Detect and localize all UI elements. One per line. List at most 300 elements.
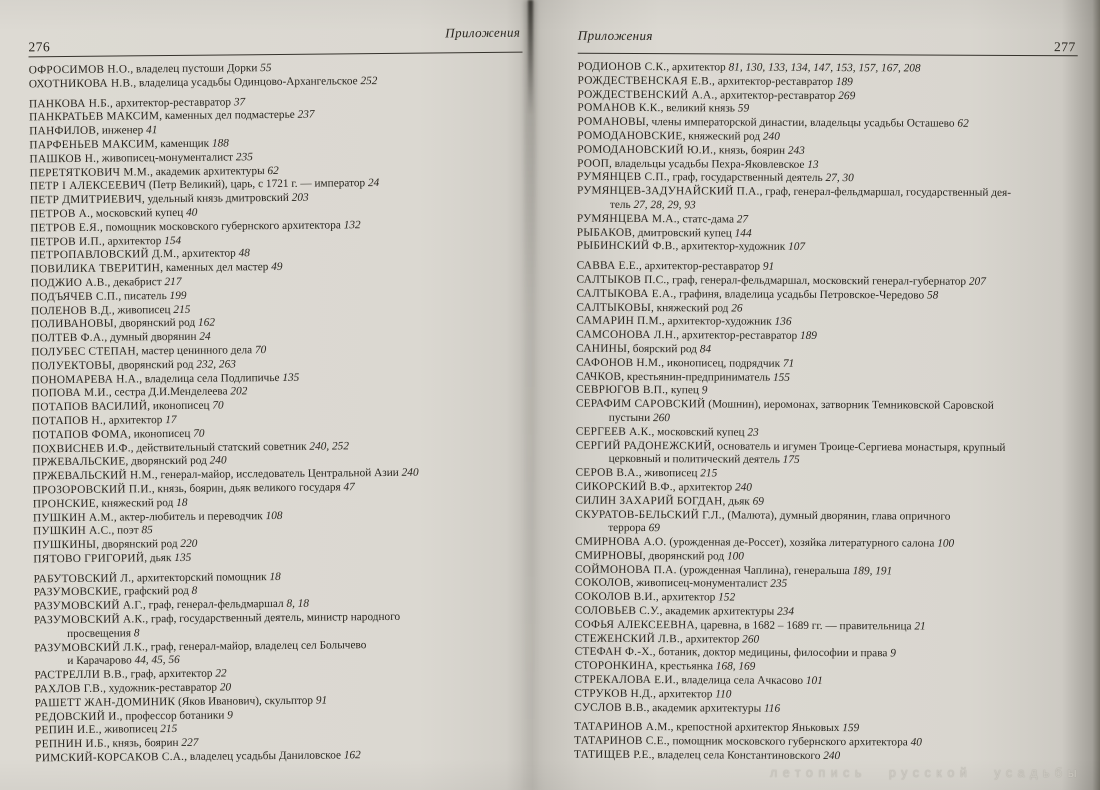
entry-page-refs: 107	[788, 241, 806, 254]
entry-description: , каменных дел мастер	[160, 261, 272, 275]
entry-name: САЛТЫКОВА Е.А.	[576, 287, 674, 300]
entry-description: , княжеский род	[682, 130, 763, 143]
entry-description: , архитектор	[655, 591, 719, 604]
entry-page-refs: 260	[742, 633, 760, 646]
entry-page-refs: 62	[267, 164, 279, 177]
entry-name: ПОТАПОВ ВАСИЛИЙ	[31, 400, 148, 414]
entry-description: (Мошнин), иеромонах, затворник Темниковской Саровской	[705, 398, 994, 412]
entry-name: СТЕФАН Ф.-Х.	[574, 646, 653, 659]
entry-page-refs: 48	[238, 247, 250, 260]
entry-description: , купец	[665, 384, 702, 397]
entry-name: ПОТАПОВ ФОМА	[32, 428, 129, 442]
entry-description: , дворянский род	[113, 317, 199, 330]
entry-page-refs: 215	[700, 467, 718, 480]
entry-description: , граф, генерал-фельдмаршал, государственный дея-	[759, 185, 1012, 200]
entry-page-refs: 26	[731, 302, 743, 315]
entry-name: РОМАНОВЫ	[577, 115, 646, 129]
entry-page-refs: 62	[957, 117, 969, 130]
entry-name: СИЛИН ЗАХАРИЙ БОГДАН	[575, 494, 723, 508]
entry-name: РЫБИНСКИЙ Ф.В.	[576, 240, 676, 253]
entry-continuation: церковный и политический деятель	[608, 453, 783, 467]
entry-description: , декабрист	[107, 276, 165, 289]
entry-name: РАЗУМОВСКИЕ	[33, 586, 119, 599]
entry-description: , иконописец	[147, 399, 213, 413]
entry-name: САВВА Е.Е.	[576, 259, 640, 273]
entry-description: , академик архитектуры	[150, 164, 268, 178]
entry-page-refs: 40	[910, 736, 922, 749]
entry-page-refs: 202	[230, 385, 248, 398]
entry-description: , живописец	[638, 467, 701, 480]
entry-description: , архитектор	[176, 247, 239, 261]
entry-description: , владельцы усадьбы Пехра-Яковлевское	[609, 157, 808, 171]
entry-page-refs: 22	[215, 667, 227, 680]
entry-name: РОМОДАНОВСКИЕ	[577, 129, 683, 143]
entry-description: , живописец	[98, 723, 161, 737]
entry-page-refs: 24	[367, 177, 380, 190]
entry-name: СЕВРЮГОВ В.П.	[575, 384, 666, 397]
entry-page-refs: 101	[805, 674, 823, 688]
entry-page-refs: 235	[770, 578, 788, 591]
index-entry	[576, 398, 1076, 428]
entry-page-refs: 240, 252	[309, 439, 349, 453]
entry-page-refs: 232, 263	[196, 358, 236, 371]
entry-name: СЕРГЕЕВ А.К.	[575, 425, 652, 438]
entry-page-refs: 17	[165, 413, 177, 426]
entry-name: СОКОЛОВ В.И.	[574, 590, 656, 604]
entry-name: ПОХВИСНЕВ И.Ф.	[32, 441, 131, 455]
entry-name: ПУШКИНЫ	[33, 538, 97, 552]
entry-name: СКУРАТОВ-БЕЛЬСКИЙ Г.Л.	[575, 508, 722, 521]
entry-name: САНИНЫ	[576, 342, 628, 355]
entry-description: , поэт	[111, 524, 142, 537]
entry-description: , боярский род	[627, 342, 700, 356]
entry-page-refs: 69	[648, 522, 660, 535]
entry-description: , архитектор-реставратор	[676, 329, 801, 342]
entry-page-refs: 252	[360, 74, 378, 87]
letter-group	[577, 61, 1078, 257]
index-entry	[577, 240, 1077, 256]
entry-name: РОЖДЕСТВЕНСКИЙ А.А.	[577, 88, 715, 102]
entry-name: САМАРИН П.М.	[576, 315, 662, 328]
entry-page-refs: 235	[235, 151, 253, 164]
entry-description: , дмитровский купец	[632, 226, 735, 240]
entry-name: СОКОЛОВ	[574, 577, 631, 590]
entry-page-refs: 21	[914, 620, 926, 633]
entry-description: , помощник московского губернского архитектора	[666, 735, 911, 749]
entry-page-refs: 116	[763, 702, 781, 715]
entry-description: , архитектор-реставратор	[109, 95, 234, 110]
entry-page-refs: 189	[799, 329, 818, 343]
entry-name: РАЗУМОВСКИЙ А.Г.	[33, 599, 143, 613]
entry-description: , думный дворянин	[104, 330, 200, 344]
entry-page-refs: 55	[260, 62, 272, 75]
entry-name: ПЕТРОВ Е.Я.	[30, 221, 100, 235]
letter-group	[33, 568, 529, 766]
entry-page-refs: 175	[782, 454, 800, 467]
entry-description: , граф, генерал-фельдмаршал	[142, 598, 287, 612]
entry-name: РЕПНИН И.Б.	[35, 737, 107, 751]
entry-description: , дворянский род	[96, 538, 181, 551]
entry-page-refs: 152	[718, 591, 736, 604]
entry-page-refs: 27, 30	[825, 172, 854, 185]
index-entries-left	[29, 60, 530, 767]
entry-page-refs: 135	[282, 371, 300, 384]
entry-name: РОМОДАНОВСКИЙ Ю.И.	[577, 143, 714, 157]
entry-page-refs: 41	[146, 124, 158, 137]
entry-name: РЕПИН И.Е.	[34, 724, 99, 737]
entry-description: , дворянский род	[112, 358, 197, 372]
entry-description: , актер-любитель и переводчик	[113, 509, 266, 524]
entry-continuation: тель	[609, 198, 634, 211]
entry-name: ПЕТРОВ И.П.	[30, 235, 102, 248]
entry-description: , дворянский род	[125, 454, 210, 468]
entry-continuation: и Карачарово	[67, 654, 135, 668]
entry-page-refs: 8, 18	[286, 597, 310, 611]
entry-page-refs: 18	[176, 496, 188, 509]
entry-page-refs: 9	[227, 709, 233, 722]
page-gutter-shadow	[524, 0, 536, 790]
entry-description: (Петр Великий), царь, с 1721 г. — император	[145, 177, 369, 192]
entry-page-refs: 162	[197, 316, 216, 330]
entry-page-refs: 240	[734, 481, 753, 494]
entry-page-refs: 24	[199, 330, 211, 343]
entry-description: (урожденная Чаплина), генеральша	[676, 563, 853, 577]
letter-group	[29, 60, 523, 92]
entry-description: , графиня, владелица усадьбы Петровское-Чередово	[673, 287, 928, 302]
entry-description: , граф, генерал-майор, владелец сел Болычево	[145, 638, 367, 653]
entry-description: , владелица села Подлипичье	[139, 371, 283, 385]
entry-name: РЕДОВСКИЙ И.	[34, 710, 120, 723]
entry-description: , княжеский род	[95, 496, 177, 510]
entry-name: ОХОТНИКОВА Н.В.	[28, 77, 134, 91]
entry-page-refs: 84	[699, 343, 712, 356]
entry-name: РОДИОНОВ С.К.	[577, 60, 667, 74]
entry-page-refs: 13	[807, 158, 819, 171]
entry-page-refs: 243	[787, 144, 805, 157]
entry-page-refs: 110	[715, 688, 732, 701]
entry-description: , удельный князь дмитровский	[141, 192, 292, 206]
entry-name: СЕРГИЙ РАДОНЕЖСКИЙ	[575, 439, 712, 452]
entry-name: РАШЕТТ ЖАН-ДОМИНИК	[34, 695, 176, 710]
entry-page-refs: 108	[265, 509, 283, 522]
entry-name: ПАШКОВ Н.	[29, 152, 97, 166]
entry-description: , владелица усадьбы Одинцово-Архангельское	[133, 74, 361, 90]
entry-name: ТАТАРИНОВ С.Е.	[574, 734, 667, 748]
entry-description: , архитектор	[679, 632, 743, 646]
entry-name: СМИРНОВА А.О.	[575, 535, 667, 549]
entry-name: ПУШКИН А.С.	[33, 524, 112, 538]
entry-name: САЧКОВ	[575, 370, 622, 383]
entry-name: СЕРАФИМ САРОВСКИЙ	[575, 397, 706, 411]
entry-page-refs: 9	[701, 384, 708, 397]
entry-page-refs: 58	[926, 289, 939, 302]
entry-description: , сестра Д.И.Менделеева	[108, 385, 231, 399]
index-entry	[574, 701, 1074, 717]
entry-name: СУСЛОВ В.В.	[574, 701, 647, 714]
entry-page-refs: 18	[269, 570, 281, 583]
entry-page-refs: 70	[254, 344, 267, 357]
entry-description: , владелец села Константиновского	[651, 749, 824, 763]
entry-name: РУМЯНЦЕВ-ЗАДУНАЙСКИЙ П.А.	[576, 184, 760, 198]
entry-page-refs: 135	[174, 551, 192, 564]
entry-continuation: пустыни	[608, 411, 653, 425]
entry-name: ПАНКРАТЬЕВ МАКСИМ	[29, 110, 160, 124]
entry-page-refs: 203	[291, 191, 309, 205]
entry-page-refs: 23	[747, 426, 759, 439]
entry-name: САФОНОВ Н.М.	[576, 356, 662, 369]
entry-page-refs: 71	[782, 357, 795, 370]
entry-description: , живописец-монументалист	[630, 577, 771, 591]
entry-name: САЛТЫКОВ П.С.	[576, 273, 667, 287]
entry-description: , действительный статский советник	[130, 440, 310, 454]
entry-description: , статс-дама	[676, 212, 737, 226]
page-number-left: 276	[28, 39, 51, 55]
entry-page-refs: 81, 130, 133, 134, 147, 153, 157, 167, 208	[728, 61, 921, 75]
gutter-top-shadow	[528, 0, 533, 115]
entry-description: , живописец-монументалист	[96, 151, 236, 165]
entry-page-refs: 132	[343, 218, 361, 232]
running-title-left: Приложения	[445, 24, 521, 41]
entry-page-refs: 27, 28, 29, 93	[633, 198, 696, 212]
entry-name: ПЕТРОПАВЛОВСКИЙ Д.М.	[30, 248, 177, 262]
entry-description: , иконописец	[128, 427, 194, 441]
entry-continuation: террора	[608, 522, 649, 535]
page-276	[28, 0, 529, 766]
entry-name: ПОДЖИО А.В.	[30, 276, 108, 290]
index-entry	[574, 749, 1074, 765]
entry-description: , ботаник, доктор медицины, философии и права	[652, 646, 891, 660]
entry-page-refs: 227	[181, 737, 199, 750]
entry-name: СОЛОВЬЕВ С.У.	[574, 604, 660, 618]
entry-page-refs: 27	[736, 213, 749, 226]
entry-description: , дворянский род	[642, 549, 728, 563]
entry-name: ПАНФИЛОВ	[29, 124, 97, 138]
entry-description: , князь, боярин	[713, 144, 788, 157]
entry-description: , архитектор-художник	[675, 240, 789, 254]
entry-description: , художник-реставратор	[103, 681, 220, 695]
entry-name: СТЕЖЕНСКИЙ Л.В.	[574, 632, 681, 645]
entry-description: , писатель	[118, 289, 170, 303]
entry-name: ПОДЪЯЧЕВ С.П.	[30, 290, 119, 304]
entry-page-refs: 240	[209, 454, 227, 467]
entry-name: СМИРНОВЫ	[575, 549, 643, 562]
entry-page-refs: 215	[173, 303, 191, 316]
entry-page-refs: 47	[343, 481, 355, 494]
entry-description: , архитектор-реставратор	[638, 260, 763, 273]
entry-page-refs: 40	[186, 206, 198, 219]
entry-description: , архитектор	[102, 413, 166, 427]
entry-description: , мастер ценинного дела	[135, 344, 256, 358]
entry-name: ПРЖЕВАЛЬСКИЙ Н.М.	[32, 469, 155, 483]
entry-name: ПЕРЕТЯТКОВИЧ М.М.	[29, 165, 151, 179]
entry-name: СТОРОНКИНА	[574, 659, 655, 673]
entry-description: , иконописец, подрядчик	[661, 356, 783, 370]
page-277-header	[578, 19, 1078, 57]
entry-page-refs: 234	[777, 605, 795, 618]
entry-name: РАХЛОВ Г.В.	[34, 682, 104, 696]
entry-description: , академик архитектуры	[659, 605, 778, 618]
entry-name: ПОВИЛИКА ТВЕРИТИН	[30, 262, 161, 276]
entry-description: , профессор ботаники	[119, 709, 228, 723]
entry-description: , архитектор	[666, 61, 729, 74]
entry-name: ПРОЗОРОВСКИЙ П.И.	[32, 483, 152, 497]
entry-name: РЫБАКОВ	[576, 226, 633, 239]
entry-name: ПОЛТЕВ Ф.А.	[31, 331, 105, 345]
entry-page-refs: 188	[211, 137, 229, 150]
entry-description: , архитектор	[653, 687, 716, 701]
entry-page-refs: 136	[774, 316, 792, 329]
index-entry	[577, 185, 1077, 215]
page-276-header	[28, 18, 522, 58]
entry-name: РАСТРЕЛЛИ В.В.	[34, 668, 125, 682]
entry-description: , князь, боярин, дьяк великого государя	[151, 481, 344, 496]
entry-name: ПОЛЕНОВ В.Д.	[30, 304, 112, 317]
entry-description: , архитектор	[101, 234, 165, 248]
entry-page-refs: 37	[233, 95, 246, 108]
entry-name: ПАРФЕНЬЕВ МАКСИМ	[29, 138, 155, 152]
entry-description: , академик архитектуры	[646, 701, 765, 715]
entry-description: , генерал-майор, исследователь Центральной Азии	[154, 466, 402, 482]
entry-page-refs: 199	[169, 289, 187, 302]
entry-name: РОМАНОВ К.К.	[577, 102, 661, 115]
entry-continuation: просвещения	[67, 627, 134, 640]
entry-description: , владелец усадьбы Даниловское	[184, 749, 344, 763]
entry-page-refs: 154	[164, 234, 182, 247]
page-277	[574, 0, 1078, 765]
entry-description: , граф, государственный деятель	[666, 171, 826, 185]
entry-name: ПОТАПОВ Н.	[31, 414, 104, 428]
entry-description: , граф, архитектор	[124, 667, 216, 681]
entry-name: ПРЖЕВАЛЬСКИЕ	[32, 455, 126, 469]
entry-name: ТАТАРИНОВ А.М.	[574, 721, 671, 734]
entry-page-refs: 144	[734, 227, 752, 240]
entry-name: ПЕТР I АЛЕКСЕЕВИЧ	[29, 179, 147, 193]
entry-name: ПЯТОВО ГРИГОРИЙ	[33, 552, 145, 566]
entry-page-refs: 91	[315, 694, 328, 707]
entry-description: , крепостной архитектор Яньковых	[670, 721, 843, 735]
entry-page-refs: 44, 45, 56	[134, 654, 180, 667]
entry-description: , каменщик	[154, 137, 213, 151]
letter-group	[29, 93, 527, 567]
entry-page-refs: 100	[937, 537, 955, 550]
entry-description: , дьяк	[144, 551, 175, 565]
entry-name: САМСОНОВА Л.Н.	[576, 328, 677, 342]
entry-description: , живописец	[111, 303, 174, 317]
entry-name: ТАТИЩЕВ Р.Е.	[574, 748, 652, 762]
index-entries-right	[574, 61, 1078, 765]
entry-description: , (Малюта), думный дворянин, глава опричного	[721, 508, 951, 523]
entry-description: , княжеский род	[650, 301, 732, 315]
entry-description: , владелец пустоши Дорки	[130, 62, 261, 76]
entry-description: , помощник московского губернского архитектора	[99, 219, 344, 234]
entry-name: САЛТЫКОВЫ	[576, 301, 652, 314]
entry-name: ПОНОМАРЕВА Н.А.	[31, 372, 140, 386]
entry-name: СЕРОВ В.А.	[575, 466, 639, 480]
entry-name: ПОПОВА М.И.	[31, 386, 109, 400]
entry-page-refs: 70	[193, 427, 205, 440]
entry-description: , архитектор	[672, 481, 736, 494]
entry-page-refs: 49	[271, 261, 283, 274]
entry-description: , граф, генерал-фельдмаршал, московский генерал-губернатор	[666, 274, 969, 288]
entry-name: РУМЯНЦЕВ С.П.	[577, 171, 667, 184]
entry-page-refs: 189, 191	[852, 564, 893, 578]
entry-page-refs: 168, 169	[715, 660, 756, 673]
entry-page-refs: 155	[772, 371, 790, 384]
watermark-text: летопись русской усадьбы	[770, 766, 1083, 780]
entry-name: ПЕТРОВ А.	[29, 207, 91, 221]
entry-name: ПЕТР ДМИТРИЕВИЧ	[29, 193, 142, 207]
entry-name: РОЖДЕСТВЕНСКАЯ Е.В.	[577, 74, 713, 88]
entry-name: ПОЛУЕКТОВЫ	[31, 359, 113, 373]
entry-description: , члены императорской династии, владельцы усадьбы Осташево	[645, 116, 958, 130]
entry-name: РАЗУМОВСКИЙ А.К.	[33, 613, 146, 627]
entry-page-refs: 240	[823, 750, 841, 763]
entry-name: СИКОРСКИЙ В.Ф.	[575, 480, 673, 494]
entry-description: , царевна, в 1682 – 1689 гг. — правительница	[694, 619, 915, 633]
entry-description: , князь, боярин	[106, 737, 182, 750]
entry-description: (Яков Иванович), скульптор	[175, 694, 316, 708]
entry-description: , крестьянка	[654, 660, 716, 673]
entry-name: ПУШКИН А.М.	[32, 511, 114, 524]
letter-group	[574, 260, 1076, 718]
entry-description: , архитектор-художник	[661, 315, 775, 329]
entry-page-refs: 240	[762, 130, 780, 143]
entry-description: , архитектор-реставратор	[712, 75, 836, 88]
entry-page-refs: 8	[191, 585, 198, 598]
entry-description: , архитектор-реставратор	[714, 89, 839, 102]
entry-description: , граф, государственный деятель, министр народного	[145, 610, 401, 626]
index-entry	[575, 508, 1075, 538]
entry-name: ПРОНСКИЕ	[32, 497, 96, 511]
entry-page-refs: 20	[219, 681, 232, 694]
entry-page-refs: 207	[968, 275, 986, 288]
entry-name: ПОЛИВАНОВЫ	[31, 317, 114, 331]
entry-description: , архитекторский помощник	[131, 570, 270, 585]
entry-description: , инженер	[96, 124, 147, 137]
entry-page-refs: 159	[842, 722, 860, 735]
page-number-right: 277	[1053, 39, 1076, 55]
entry-name: РАБУТОВСКИЙ Л.	[33, 572, 132, 586]
entry-name: ПАНКОВА Н.Б.	[28, 97, 111, 110]
entry-page-refs: 85	[141, 524, 153, 537]
entry-page-refs: 237	[297, 109, 315, 122]
entry-name: РИМСКИЙ-КОРСАКОВ С.А.	[35, 750, 185, 765]
entry-description: , каменных дел подмастерье	[159, 109, 298, 123]
entry-page-refs: 91	[762, 260, 775, 273]
entry-description: , московский купец	[651, 425, 748, 439]
entry-description: , графский род	[118, 585, 192, 599]
entry-page-refs: 100	[726, 550, 744, 563]
entry-page-refs: 189	[835, 75, 853, 88]
entry-name: СТРЕКАЛОВА Е.И.	[574, 673, 676, 687]
entry-description: , дьяк	[722, 495, 753, 508]
index-entry	[576, 439, 1076, 469]
entry-page-refs: 69	[752, 495, 764, 508]
running-title-right: Приложения	[577, 27, 653, 44]
entry-description: , крестьянин-предприниматель	[621, 370, 774, 384]
entry-name: РУМЯНЦЕВА М.А.	[576, 212, 677, 225]
entry-page-refs: 70	[212, 399, 224, 412]
entry-name: ПОЛУБЕС СТЕПАН	[31, 345, 136, 359]
entry-description: , великий князь	[660, 102, 738, 115]
entry-page-refs: 269	[838, 89, 856, 102]
entry-page-refs: 8	[133, 627, 140, 640]
entry-description: (урожденная де-Россет), хозяйка литературного салона	[666, 536, 938, 550]
entry-page-refs: 240	[401, 466, 419, 479]
entry-name: ОФРОСИМОВ Н.О.	[28, 63, 131, 77]
entry-page-refs: 217	[164, 275, 182, 289]
entry-name: СТРУКОВ Н.Д.	[574, 687, 654, 700]
